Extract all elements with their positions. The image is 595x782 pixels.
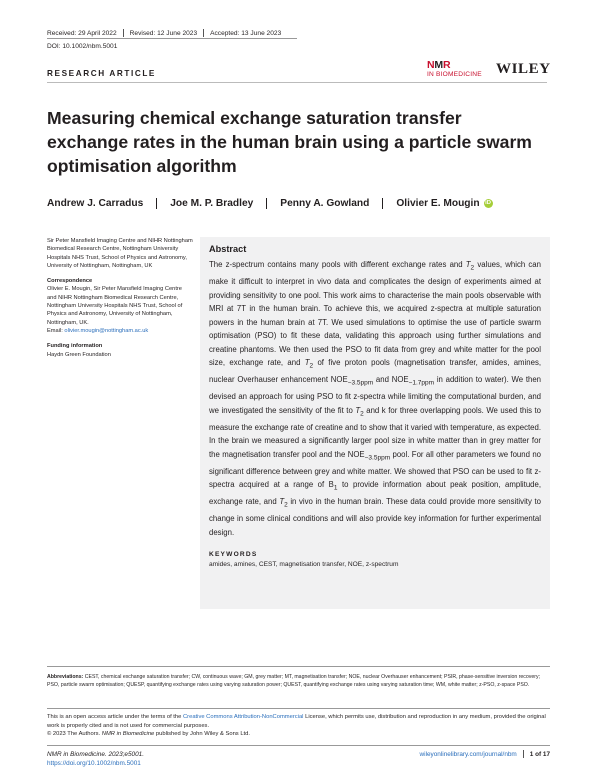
orcid-icon[interactable]: iD	[485, 200, 491, 206]
page-number: 1 of 17	[529, 750, 550, 758]
revised-date: Revised: 12 June 2023	[129, 29, 198, 37]
email-link[interactable]: olivier.mougin@nottingham.ac.uk	[64, 327, 149, 334]
history-dates	[47, 29, 281, 37]
keywords-list: amides, amines, CEST, magnetisation transfer, NOE, z-spectrum	[209, 561, 399, 569]
abstract-text: The z-spectrum contains many pools with different exchange rates and $T_2$ values, which can make it difficult to interpret in vivo data and complicates the design of experiments aimed at providing sensitivity to one pool. This work aims to characterise the main pools observable with MRI at 7T in the human brain. To achieve this, we acquired z-spectra at multiple saturation powers in the human brain at 7T. We used simulations to optimise the use of particle swarm optimisation (PSO) to fit these data, validating this approach using further simulations and creatine phantoms. We then used the PSO to fit data from grey and white matter for the pool size, exchange rate, and $T_2$ of five proton pools (magnetisation transfer, amides, amines, nuclear Overhauser enhancement $NOE_{-3.5ppm}$ and $NOE_{-1.7ppm}$ in addition to water). We then devised an approach for using PSO to fit z-spectra while limiting the computational burden, and we investigated the sensitivity of the fit to $T_2$ and k for three overlapping pools. We used this to measure the exchange rate of creatine and to show that it varied with temperature, as expected. In the brain we measured a significantly larger pool size in white matter than in grey matter for the magnetisation transfer pool and the $NOE_{-3.5ppm}$ pool. For all other parameters we found no significant difference between grey and white matter. We showed that PSO can be used to fit z-spectra acquired at a range of $B_1$ to provide information about peak position, amplitude, exchange rate, and $T_2$ in vivo in the human brain. These data could provide more sensitivity to change in some clinical conditions and will also provide key information for further experimental design.	[209, 260, 542, 537]
divider	[156, 198, 157, 209]
keywords-heading: KEYWORDS	[209, 551, 258, 559]
doi-link[interactable]: https://doi.org/10.1002/nbm.5001	[47, 760, 141, 767]
author-list	[47, 198, 493, 209]
footer-right	[360, 750, 550, 758]
divider	[47, 745, 550, 746]
author-name[interactable]: Joe M. P. Bradley	[170, 198, 254, 209]
license-link[interactable]: Creative Commons Attribution-NonCommercial	[182, 714, 304, 720]
divider	[382, 198, 383, 209]
funding-heading: Funding information	[47, 343, 103, 350]
doi-text: DOI: 10.1002/nbm.5001	[47, 43, 118, 50]
accepted-date: Accepted: 13 June 2023	[210, 29, 282, 37]
abstract-box	[200, 237, 550, 609]
citation-text: NMR in Biomedicine. 2023;e5001.	[47, 751, 144, 758]
divider	[47, 708, 550, 709]
author-name[interactable]: Penny A. Gowland	[280, 198, 370, 209]
journal-logo-sub: IN BIOMEDICINE	[427, 71, 482, 78]
divider	[203, 29, 204, 37]
divider	[47, 38, 297, 39]
abbreviations	[47, 673, 550, 689]
divider	[266, 198, 267, 209]
email-label: Email:	[47, 327, 63, 334]
funding	[47, 342, 193, 359]
funding-text: Haydn Green Foundation	[47, 351, 111, 358]
publisher-logo[interactable]: WILEY	[496, 61, 551, 77]
author-name[interactable]: Andrew J. Carradus	[47, 198, 144, 209]
divider	[523, 750, 524, 758]
correspondence	[47, 277, 193, 335]
abbreviations-heading: Abbreviations:	[47, 674, 84, 680]
footer-citation	[47, 750, 144, 768]
correspondence-heading: Correspondence	[47, 278, 93, 285]
received-date: Received: 29 April 2022	[47, 29, 117, 37]
journal-logo-nmr: NMR	[427, 59, 451, 71]
sidebar-info	[47, 237, 193, 366]
article-type: RESEARCH ARTICLE	[47, 69, 156, 78]
article-title: Measuring chemical exchange saturation transfer exchange rates in the human brain using a particle swarm optimisation algorithm	[47, 108, 532, 176]
journal-site-link[interactable]: wileyonlinelibrary.com/journal/nbm	[419, 750, 517, 758]
divider	[47, 666, 550, 667]
author-name[interactable]: Olivier E. Mougin	[396, 198, 480, 209]
abstract-heading: Abstract	[209, 244, 247, 254]
affiliation: Sir Peter Mansfield Imaging Centre and NIHR Nottingham Biomedical Research Centre, Nottingham University Hospitals NHS Trust, School of Physics and Astronomy, University of Nottingham, Nottingham, UK	[47, 238, 193, 269]
divider	[123, 29, 124, 37]
divider	[47, 82, 547, 83]
abbreviations-text: CEST, chemical exchange saturation transfer; CW, continuous wave; GM, grey matter; MT, magnetisation transfer; NOE, nuclear Overhauser enhancement; PSIR, phase-sensitive inversion recovery; PSO, particle swarm optimisation; QUESP, quantifying exchange rates using varying saturation power; QUEST, quantifying exchange rates using varying saturation time; WM, white matter; z-PSO, z-space PSO.	[47, 674, 541, 689]
license-notice: This is an open access article under the terms of the Creative Commons Attribution-NonCommercial License, which permits use, distribution and reproduction in any medium, provided the original work is properly cited and is not used for commercial purposes. © 2023 The Authors. NMR in Biomedicine published by John Wiley & Sons Ltd.	[47, 714, 546, 737]
journal-logo[interactable]	[427, 56, 482, 79]
correspondence-text: Olivier E. Mougin, Sir Peter Mansfield Imaging Centre and NIHR Nottingham Biomedical Research Centre, Nottingham University Hospitals NHS Trust, School of Physics and Astronomy, University of Nottingham, Nottingham, UK.	[47, 286, 183, 326]
